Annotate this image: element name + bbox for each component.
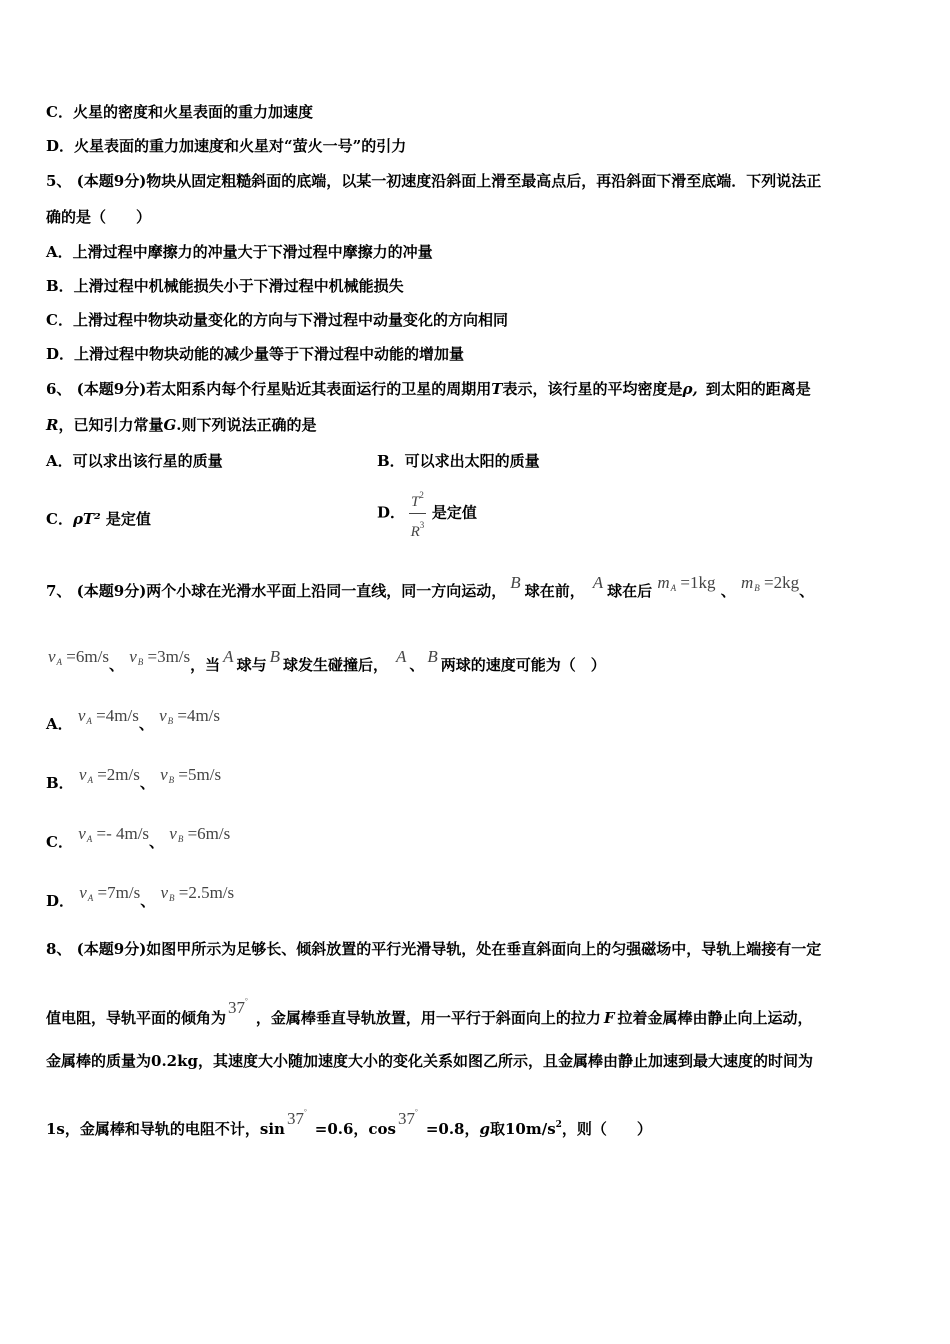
- q5-option-d: D．上滑过程中物块动能的减少量等于下滑过程中动能的增加量: [46, 345, 465, 363]
- q7-velocity-b: [129, 647, 190, 666]
- q7-stem-text-e: 球与: [236, 656, 267, 674]
- q7-velocity-symbol: v: [78, 765, 87, 784]
- q6-option-c: [46, 508, 151, 530]
- q7-option-d-velocity-b: [160, 883, 234, 902]
- q7-ball-b-symbol: B: [427, 647, 438, 666]
- q7-stem-text-c: 球在后: [607, 582, 653, 600]
- q6-option-c-tail: 是定值: [105, 510, 151, 528]
- q7-velocity-a-subscript: A: [56, 657, 63, 667]
- q8-stem-line-3: 金属棒的质量为0.2kg，其速度大小随加速度大小的变化关系如图乙所示，且金属棒由静止加速到最大速度的时间为: [46, 1052, 813, 1070]
- q7-option-c-velocity-a: [78, 824, 149, 843]
- q6-stem-text-d: ，已知引力常量: [58, 416, 164, 434]
- q7-subscript-a: A: [86, 834, 93, 844]
- q7-ball-a-symbol: A: [223, 647, 234, 666]
- q7-ball-b-symbol: B: [510, 573, 521, 592]
- q7-velocity-b-subscript: B: [137, 657, 144, 667]
- q7-velocity-a-symbol: v: [48, 647, 56, 666]
- q7-separator: 、: [149, 833, 165, 851]
- q7-option-a: [46, 706, 221, 740]
- q7-option-b: [46, 765, 222, 799]
- q7-stem-text-b: 球在前，: [524, 582, 585, 600]
- q6-fraction-numerator-exponent: 2: [419, 490, 424, 500]
- q7-option-c-velocity-b: [169, 824, 230, 843]
- q7-option-b-va-value: =2m/s: [97, 765, 140, 784]
- q8-stem-text-c: 拉着金属棒由静止向上运动，: [617, 1009, 813, 1027]
- q8-stem-text-d: 1s，金属棒和导轨的电阻不计，sin: [46, 1120, 285, 1138]
- q7-mass-a-symbol: m: [657, 573, 670, 592]
- q7-separator: 、: [720, 582, 736, 600]
- q6-option-b: B．可以求出太阳的质量: [377, 452, 540, 470]
- q7-mass-a: [657, 573, 715, 592]
- q8-stem-line-4: [46, 1108, 652, 1140]
- q7-velocity-symbol: v: [78, 824, 86, 843]
- q8-degree-mark: °: [415, 1108, 418, 1116]
- q6-stem-line-1: [46, 378, 811, 400]
- q6-option-c-label: C．: [46, 510, 73, 528]
- q8-gravity-symbol: g: [479, 1120, 490, 1138]
- q6-option-d-label: D．: [377, 503, 406, 522]
- q7-velocity-symbol: v: [159, 706, 167, 725]
- q7-option-a-velocity-b: [159, 706, 220, 725]
- q7-subscript-b: B: [169, 893, 175, 903]
- q7-option-label: B．: [46, 774, 74, 792]
- q7-stem-text-d: ，当: [190, 656, 221, 674]
- q6-option-c-expression: ρT²: [72, 510, 101, 528]
- q8-sin-angle: [287, 1109, 307, 1128]
- q7-subscript-b: B: [167, 716, 174, 726]
- q7-option-a-vb-value: =4m/s: [177, 706, 221, 725]
- q7-mass-b-subscript: B: [754, 583, 760, 593]
- q7-mass-a-subscript: A: [670, 583, 677, 593]
- q7-separator: 、: [409, 656, 425, 674]
- q8-angle-value: 37: [286, 1109, 304, 1128]
- q7-option-d-velocity-a: [79, 883, 140, 902]
- q7-velocity-a-value: =6m/s: [66, 647, 109, 666]
- q7-option-b-velocity-b: [160, 765, 221, 784]
- q7-option-d-va-value: =7m/s: [97, 883, 141, 902]
- q4-option-d: D．火星表面的重力加速度和火星对“萤火一号”的引力: [46, 137, 407, 155]
- q6-option-a: A．可以求出该行星的质量: [46, 452, 223, 470]
- q6-stem-text-c: 到太阳的距离是: [705, 380, 811, 398]
- q5-option-a: A．上滑过程中摩擦力的冲量大于下滑过程中摩擦力的冲量: [46, 243, 433, 261]
- q5-option-c: C．上滑过程中物块动量变化的方向与下滑过程中动量变化的方向相同: [46, 311, 508, 329]
- q7-mass-a-value: =1kg: [680, 573, 716, 592]
- q8-stem-text-b: ，金属棒垂直导轨放置，用一平行于斜面向上的拉力: [255, 1009, 601, 1027]
- q8-square-exponent: 2: [555, 1120, 562, 1130]
- q6-option-d-fraction: [409, 486, 426, 541]
- q7-stem-line-1: [46, 573, 815, 607]
- q6-fraction-denominator-exponent: 3: [419, 520, 425, 530]
- q6-stem-text-e: .则下列说法正确的是: [176, 416, 317, 434]
- q7-subscript-a: A: [87, 893, 94, 903]
- q8-degree-mark: °: [303, 1108, 307, 1116]
- q6-stem-text-a: 6、 (本题9分)若太阳系内每个行星贴近其表面运行的卫星的周期用: [46, 380, 492, 398]
- q8-stem-text-a: 值电阻，导轨平面的倾角为: [46, 1009, 227, 1027]
- q7-velocity-symbol: v: [77, 706, 86, 725]
- q7-option-c: [46, 824, 231, 858]
- q6-gravity-constant-symbol: G: [163, 416, 177, 434]
- q7-subscript-a: A: [86, 716, 92, 726]
- q6-option-d-tail: 是定值: [431, 503, 477, 522]
- q7-stem-text-a: 7、 (本题9分)两个小球在光滑水平面上沿同一直线，同一方向运动，: [46, 582, 507, 600]
- q6-distance-symbol: R: [46, 416, 59, 434]
- q7-velocity-b-symbol: v: [129, 647, 137, 666]
- q8-stem-line-1: 8、 (本题9分)如图甲所示为足够长、倾斜放置的平行光滑导轨，处在垂直斜面向上的匀强磁场中，导轨上端接有一定: [46, 940, 822, 958]
- q7-option-c-vb-value: =6m/s: [187, 824, 231, 843]
- q7-velocity-b-value: =3m/s: [147, 647, 191, 666]
- q7-option-a-velocity-a: [78, 706, 139, 725]
- q4-option-c: C．火星的密度和火星表面的重力加速度: [46, 103, 313, 121]
- q6-period-symbol: T: [491, 380, 503, 398]
- q6-fraction-numerator: T: [411, 494, 420, 510]
- q7-subscript-a: A: [87, 775, 93, 785]
- q8-stem-text-f: =0.8，: [425, 1120, 480, 1138]
- q8-stem-text-g: 取10m/s: [489, 1120, 556, 1138]
- q7-option-label: D．: [46, 892, 75, 910]
- q7-ball-b-symbol: B: [269, 647, 280, 666]
- q6-density-symbol: ρ,: [682, 380, 698, 398]
- q7-option-label: A．: [46, 715, 73, 733]
- q8-degree-mark: °: [245, 997, 248, 1005]
- q6-option-d: [377, 486, 477, 541]
- q7-velocity-symbol: v: [160, 765, 168, 784]
- q7-separator: 、: [139, 774, 155, 792]
- q7-option-label: C．: [46, 833, 73, 851]
- q7-velocity-a: [48, 647, 109, 666]
- q6-stem-text-b: 表示，该行星的平均密度是: [502, 380, 683, 398]
- q7-option-b-velocity-a: [79, 765, 140, 784]
- q7-ball-a-symbol: A: [592, 573, 604, 592]
- q7-option-c-va-value: =- 4m/s: [96, 824, 150, 843]
- q7-separator: 、: [138, 715, 154, 733]
- q7-option-d: [46, 883, 235, 917]
- q7-subscript-b: B: [177, 834, 184, 844]
- q5-stem-line-2: 确的是（ ）: [46, 208, 152, 226]
- q7-subscript-b: B: [168, 775, 175, 785]
- q7-velocity-symbol: v: [79, 883, 87, 902]
- q5-option-b: B．上滑过程中机械能损失小于下滑过程中机械能损失: [46, 277, 404, 295]
- q8-angle-value: 37: [398, 1109, 415, 1128]
- q7-velocity-symbol: v: [160, 883, 168, 902]
- q8-angle: [228, 998, 248, 1017]
- q7-separator: 、: [799, 582, 815, 600]
- q7-stem-line-2: [46, 647, 606, 681]
- q5-stem-line-1: 5、 (本题9分)物块从固定粗糙斜面的底端，以某一初速度沿斜面上滑至最高点后，再沿斜面下滑至底端．下列说法正: [46, 172, 822, 190]
- q7-option-b-vb-value: =5m/s: [178, 765, 222, 784]
- q7-option-d-vb-value: =2.5m/s: [178, 883, 235, 902]
- q7-mass-b: [741, 573, 799, 592]
- q7-separator: 、: [108, 656, 124, 674]
- q7-ball-a-symbol: A: [395, 647, 407, 666]
- q7-mass-b-symbol: m: [740, 573, 754, 592]
- q7-option-a-va-value: =4m/s: [96, 706, 139, 725]
- q8-stem-text-e: =0.6，cos: [314, 1120, 396, 1138]
- q6-fraction-denominator: R: [410, 524, 420, 540]
- q8-angle-value: 37: [228, 998, 246, 1017]
- q8-stem-line-2: [46, 997, 813, 1029]
- q7-stem-text-f: 球发生碰撞后，: [282, 656, 388, 674]
- q7-stem-text-g: 两球的速度可能为（ ）: [440, 656, 606, 674]
- q7-separator: 、: [140, 892, 156, 910]
- q7-mass-b-value: =2kg: [763, 573, 800, 592]
- q8-cos-angle: [398, 1109, 418, 1128]
- q8-force-symbol: F: [603, 1009, 615, 1027]
- q7-velocity-symbol: v: [169, 824, 177, 843]
- q6-stem-line-2: [46, 414, 317, 436]
- q8-stem-text-h: ，则（ ）: [561, 1120, 652, 1138]
